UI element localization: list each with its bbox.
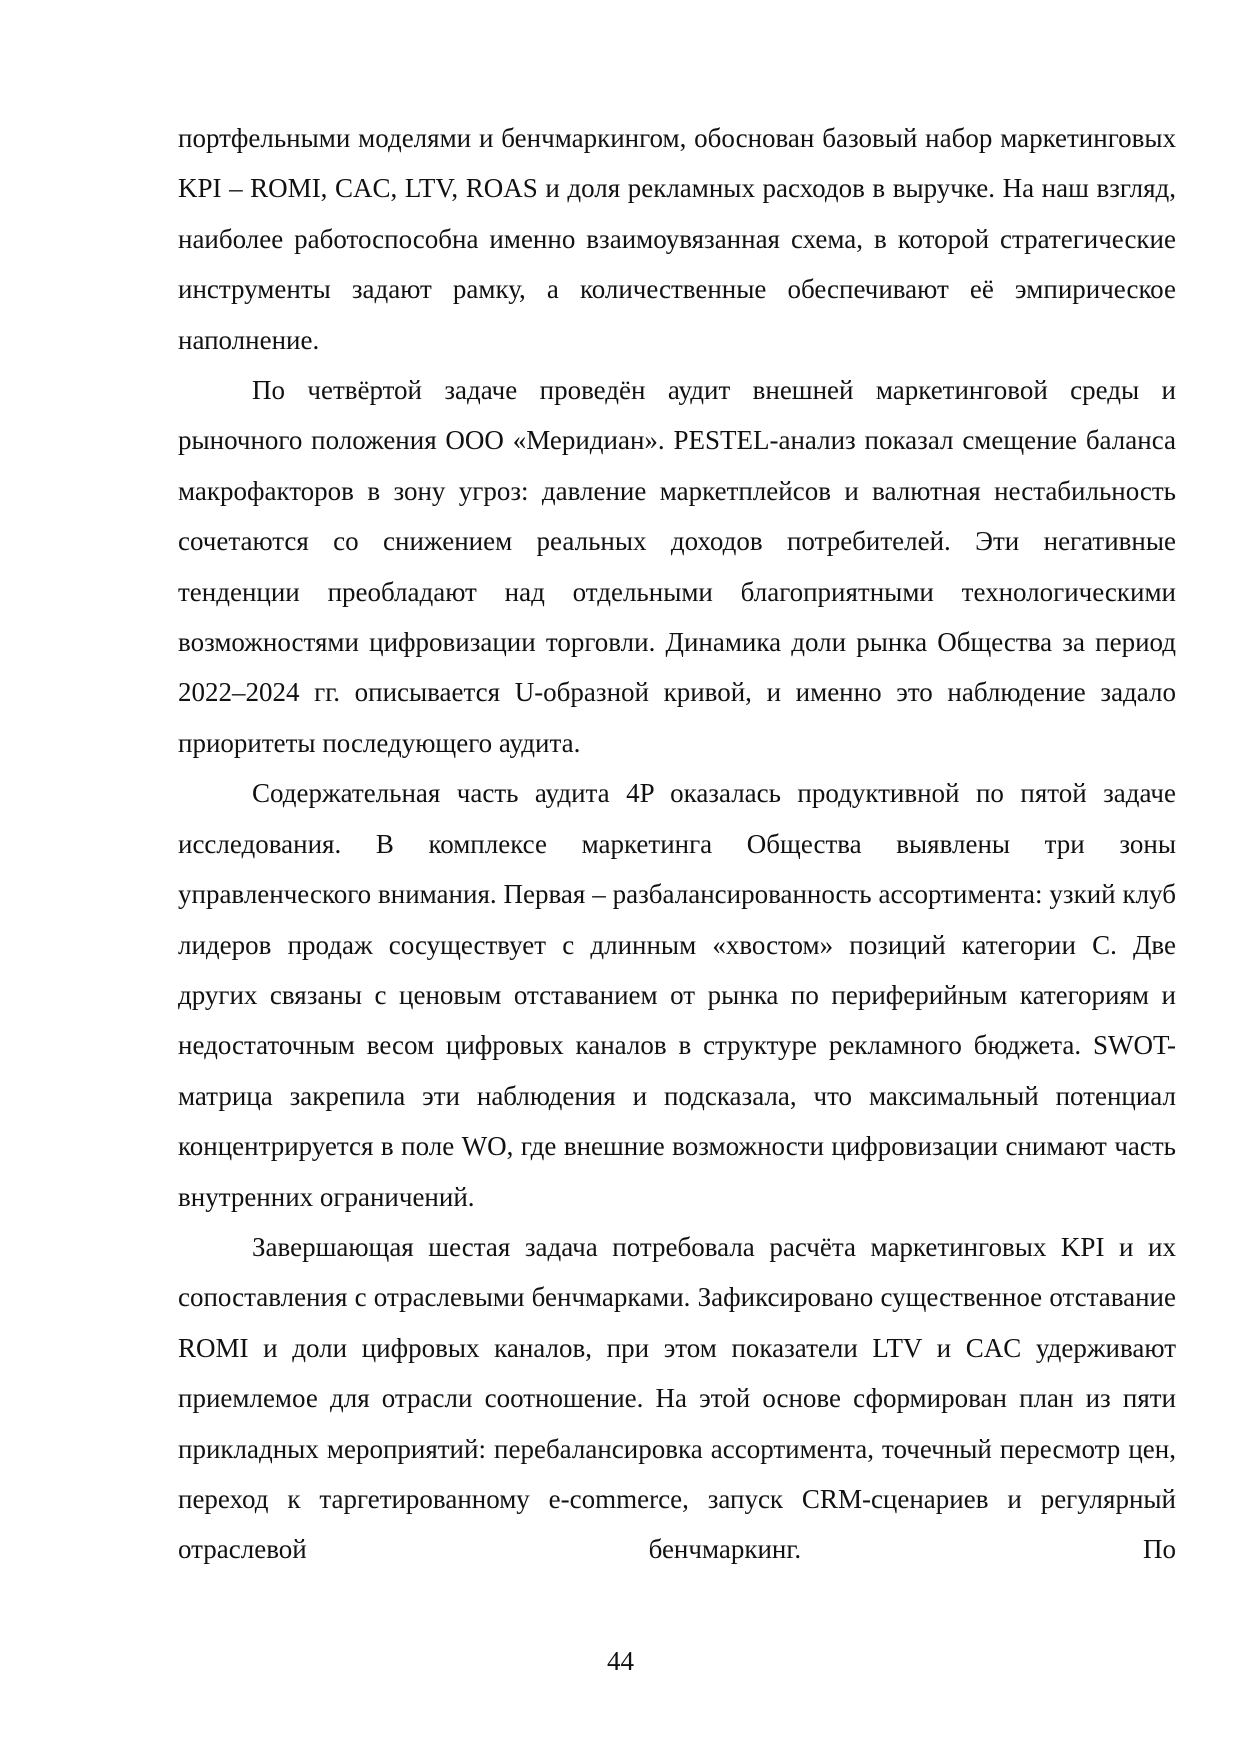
page-number: 44	[607, 1646, 634, 1676]
paragraph-kpi-plan: Завершающая шестая задача потребовала расчёта маркетинговых KPI и их сопоставления с отраслевыми бенчмарками. Зафиксировано существенное отставание ROMI и доли цифровых каналов, при этом показатели LTV и CAC удерживают приемлемое для отрасли соотношение. На этой основе сформирован план из пяти прикладных мероприятий: перебалансировка ассортимента, точечный пересмотр цен, переход к таргетированному e-commerce, запуск CRM-сценариев и регулярный отраслевой бенчмаркинг. По	[178, 1231, 1176, 1565]
body-text	[178, 113, 1176, 1575]
paragraph-4p-audit: Содержательная часть аудита 4P оказалась продуктивной по пятой задаче исследования. В комплексе маркетинга Общества выявлены три зоны управленческого внимания. Первая – разбалансированность ассортимента: узкий клуб лидеров продаж сосуществует с длинным «хвостом» позиций категории C. Две других связаны с ценовым отставанием от рынка по периферийным категориям и недостаточным весом цифровых каналов в структуре рекламного бюджета. SWOT-матрица закрепила эти наблюдения и подсказала, что максимальный потенциал концентрируется в поле WO, где внешние возможности цифровизации снимают часть внутренних ограничений.	[178, 778, 1176, 1212]
paragraph-continuation: портфельными моделями и бенчмаркингом, обоснован базовый набор маркетинговых KPI – ROMI, CAC, LTV, ROAS и доля рекламных расходов в выручке. На наш взгляд, наиболее работоспособна именно взаимоувязанная схема, в которой стратегические инструменты задают рамку, а количественные обеспечивают её эмпирическое наполнение.	[178, 123, 1176, 355]
paragraph-external-audit: По четвёртой задаче проведён аудит внешней маркетинговой среды и рыночного положения ООО «Меридиан». PESTEL-анализ показал смещение баланса макрофакторов в зону угроз: давление маркетплейсов и валютная нестабильность сочетаются со снижением реальных доходов потребителей. Эти негативные тенденции преобладают над отдельными благоприятными технологическими возможностями цифровизации торговли. Динамика доли рынка Общества за период 2022–2024 гг. описывается U-образной кривой, и именно это наблюдение задало приоритеты последующего аудита.	[178, 375, 1176, 758]
